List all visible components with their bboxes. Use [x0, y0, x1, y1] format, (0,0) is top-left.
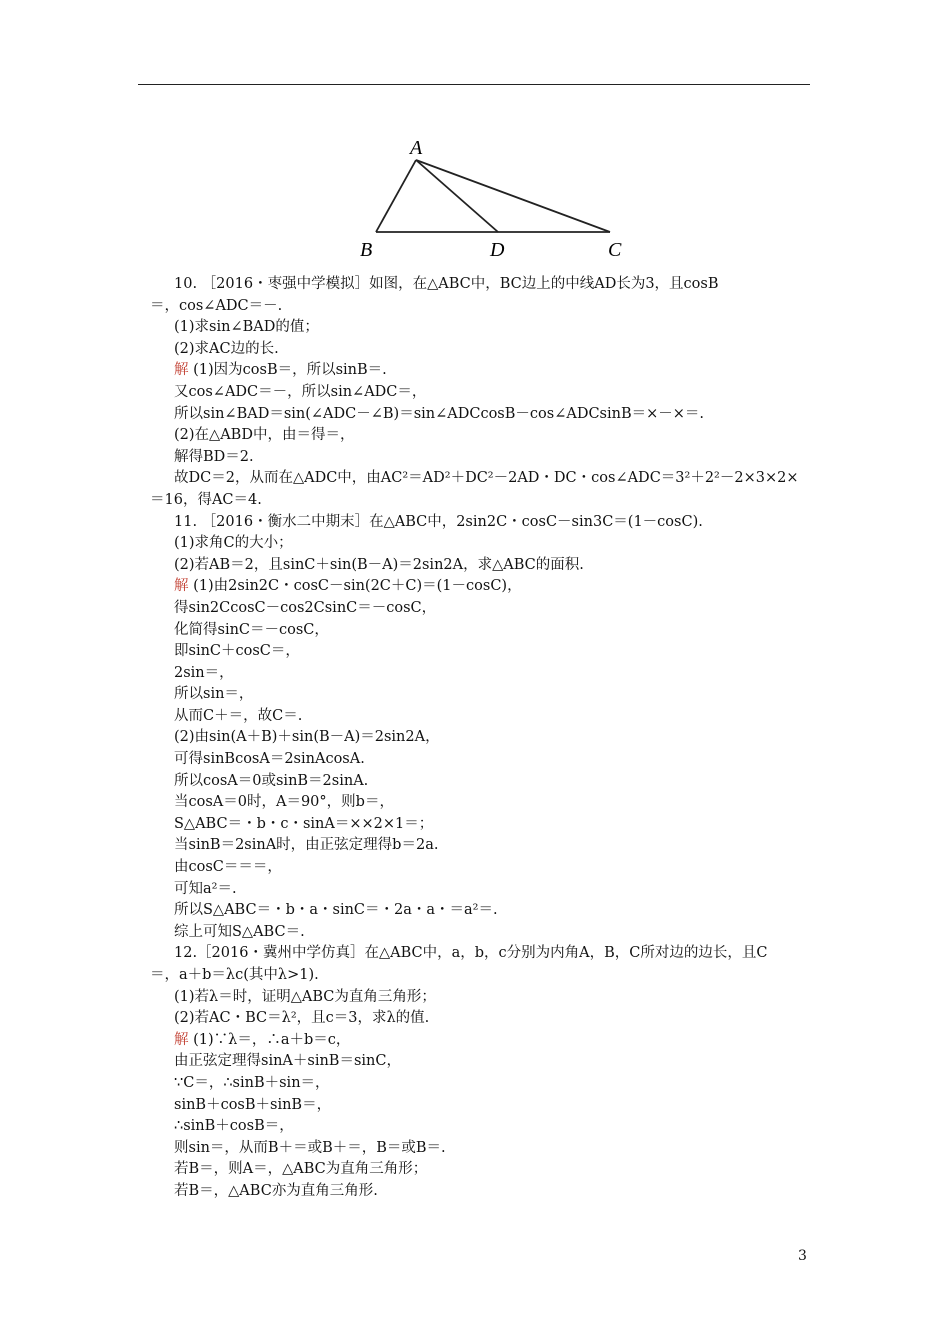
- text-line-content: 所以cosA＝0或sinB＝2sinA.: [174, 772, 369, 789]
- text-line-content: 故DC＝2，从而在△ADC中，由AC²＝AD²＋DC²－2AD・DC・cos∠ADC＝3²＋2²－2×3×2×: [174, 470, 799, 487]
- text-line-content: 所以sin∠BAD＝sin(∠ADC－∠B)＝sin∠ADCcosB－cos∠ADCsinB＝×－×＝.: [174, 405, 705, 422]
- solution-label: 解: [174, 1031, 189, 1048]
- text-line: [150, 598, 822, 620]
- text-line-content: 由正弦定理得sinA＋sinB＝sinC，: [174, 1053, 401, 1070]
- side-ac: [416, 160, 610, 232]
- text-line-content: (1)因为cosB＝，所以sinB＝.: [188, 362, 387, 379]
- text-line: [150, 512, 822, 534]
- solution-label: 解: [174, 578, 189, 595]
- text-line: [150, 425, 822, 447]
- text-line-content: (2)在△ABD中，由＝得＝，: [174, 427, 355, 444]
- text-line: [150, 663, 822, 685]
- text-line-content: 2sin＝，: [174, 664, 234, 681]
- problem-text: [150, 274, 822, 1203]
- text-line-content: 所以S△ABC＝・b・a・sinC＝・2a・a・＝a²＝.: [174, 902, 498, 919]
- text-line: [150, 1073, 822, 1095]
- text-line: [150, 1138, 822, 1160]
- text-line-content: 所以sin＝，: [174, 686, 254, 703]
- text-line-content: 可得sinBcosA＝2sinAcosA.: [174, 751, 365, 768]
- text-line-content: (1)若λ＝时，证明△ABC为直角三角形；: [174, 988, 436, 1005]
- text-line: [150, 814, 822, 836]
- text-line-content: ∴sinB＋cosB＝，: [174, 1118, 294, 1135]
- text-line: [150, 641, 822, 663]
- median-ad: [416, 160, 498, 232]
- text-line-content: (2)若AB＝2，且sinC＋sin(B－A)＝2sin2A，求△ABC的面积.: [174, 556, 584, 573]
- text-line: [150, 727, 822, 749]
- text-line-content: (2)由sin(A＋B)＋sin(B－A)＝2sin2A，: [174, 729, 440, 746]
- text-line-content: 12.［2016・冀州中学仿真］在△ABC中，a，b，c分别为内角A，B，C所对边的边长，且C: [174, 945, 768, 962]
- vertex-label-d: D: [490, 239, 505, 261]
- text-line: [150, 317, 822, 339]
- text-line: [150, 900, 822, 922]
- text-line-content: (2)若AC・BC＝λ²，且c＝3，求λ的值.: [174, 1010, 430, 1027]
- text-line: [150, 965, 822, 987]
- header-rule: [138, 84, 810, 85]
- text-line-content: 得sin2CcosC－cos2CsinC＝－cosC，: [174, 599, 437, 616]
- text-line: [150, 771, 822, 793]
- text-line: [150, 533, 822, 555]
- text-line-content: ＝16，得AC＝4.: [150, 491, 262, 508]
- text-line-content: 10. ［2016・枣强中学模拟］如图，在△ABC中，BC边上的中线AD长为3，且cosB: [174, 276, 719, 292]
- text-line-content: ∵C＝，∴sinB＋sin＝，: [174, 1074, 330, 1091]
- text-line: [150, 576, 822, 598]
- text-line-content: (1)求sin∠BAD的值；: [174, 319, 319, 336]
- text-line-content: 当sinB＝2sinA时，由正弦定理得b＝2a.: [174, 837, 439, 854]
- text-line-content: (2)求AC边的长.: [174, 340, 279, 357]
- text-line: [150, 792, 822, 814]
- text-line: [150, 1116, 822, 1138]
- vertex-label-b: B: [360, 239, 373, 261]
- text-line: [150, 382, 822, 404]
- text-line-content: 综上可知S△ABC＝.: [174, 923, 305, 940]
- text-line: [150, 339, 822, 361]
- solution-label: 解: [174, 362, 189, 379]
- text-line-content: 当cosA＝0时，A＝90°，则b＝，: [174, 794, 394, 811]
- text-line: [150, 1181, 822, 1203]
- text-line-content: 从而C＋＝，故C＝.: [174, 707, 303, 724]
- text-line: [150, 857, 822, 879]
- text-line: [150, 404, 822, 426]
- text-line: [150, 749, 822, 771]
- text-line: [150, 620, 822, 642]
- text-line: [150, 1008, 822, 1030]
- text-line-content: 可知a²＝.: [174, 880, 237, 897]
- triangle-figure: [340, 126, 640, 266]
- text-line: [150, 987, 822, 1009]
- text-line: [150, 684, 822, 706]
- text-line: [150, 1030, 822, 1052]
- text-line: [150, 1159, 822, 1181]
- vertex-label-c: C: [608, 239, 622, 261]
- text-line: [150, 1095, 822, 1117]
- text-line-content: 若B＝，△ABC亦为直角三角形.: [174, 1182, 378, 1199]
- text-line: [150, 943, 822, 965]
- text-line: [150, 490, 822, 512]
- text-line-content: (1)由2sin2C・cosC－sin(2C＋C)＝(1－cosC)，: [188, 578, 522, 595]
- text-line-content: 由cosC＝＝＝，: [174, 859, 282, 876]
- text-line-content: (1)∵λ＝，∴a＋b＝c，: [188, 1031, 351, 1048]
- text-line: [150, 447, 822, 469]
- text-line-content: ＝，a＋b＝λc(其中λ>1).: [150, 967, 319, 983]
- page-number: 3: [798, 1248, 807, 1264]
- text-line-content: 又cos∠ADC＝－，所以sin∠ADC＝，: [174, 383, 427, 400]
- text-line: [150, 274, 822, 296]
- text-line-content: S△ABC＝・b・c・sinA＝××2×1＝；: [174, 815, 434, 832]
- text-line-content: 则sin＝，从而B＋＝或B＋＝，B＝或B＝.: [174, 1139, 446, 1156]
- text-line-content: (1)求角C的大小；: [174, 535, 293, 552]
- text-line: [150, 706, 822, 728]
- text-line: [150, 555, 822, 577]
- text-line: [150, 468, 822, 490]
- text-line: [150, 296, 822, 318]
- text-line: [150, 360, 822, 382]
- text-line-content: 解得BD＝2.: [174, 448, 254, 465]
- side-ab: [376, 160, 416, 232]
- text-line: [150, 835, 822, 857]
- vertex-label-a: A: [410, 137, 423, 159]
- text-line-content: 11. ［2016・衡水二中期末］在△ABC中，2sin2C・cosC－sin3C＝(1－cosC).: [174, 513, 703, 530]
- text-line-content: 若B＝，则A＝，△ABC为直角三角形；: [174, 1161, 428, 1178]
- text-line-content: 化简得sinC＝－cosC，: [174, 621, 329, 638]
- text-line: [150, 922, 822, 944]
- text-line-content: sinB＋cosB＋sinB＝，: [174, 1096, 332, 1113]
- text-line-content: ＝，cos∠ADC＝－.: [150, 297, 283, 314]
- text-line-content: 即sinC＋cosC＝，: [174, 643, 300, 660]
- text-line: [150, 1051, 822, 1073]
- text-line: [150, 879, 822, 901]
